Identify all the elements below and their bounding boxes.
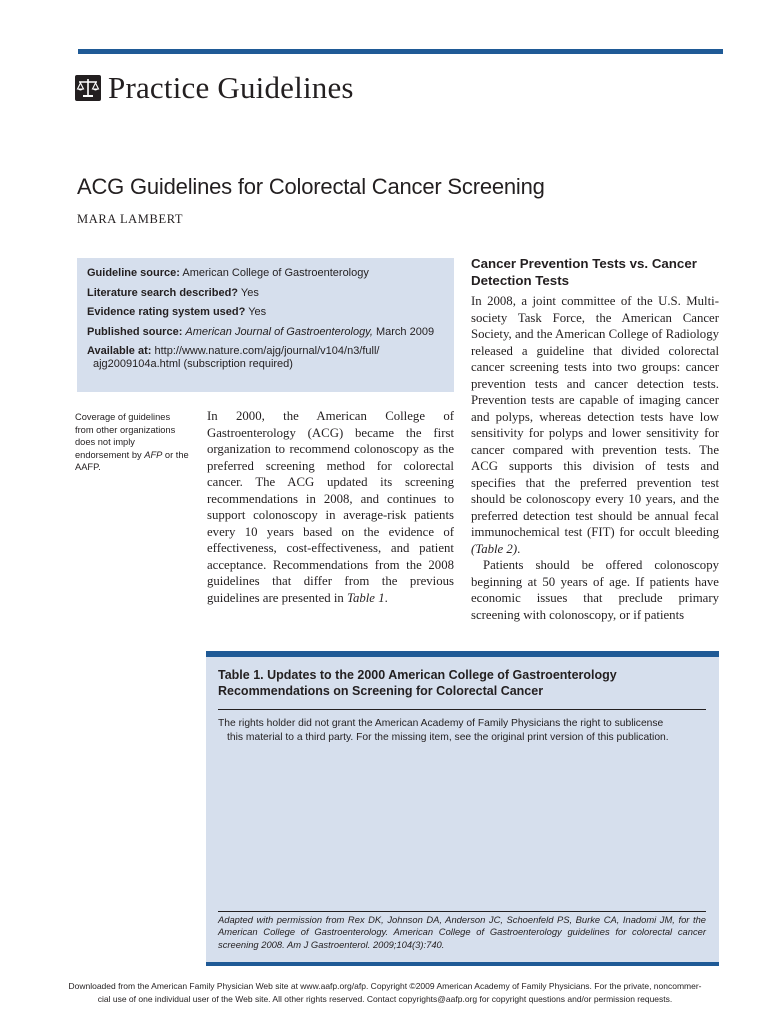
guideline-source-value: American College of Gastroenterology [182, 267, 369, 279]
section-title: Practice Guidelines [108, 70, 354, 105]
guideline-source-label: Guideline source: [87, 267, 180, 279]
table-divider-bottom [218, 911, 706, 912]
evidence-rating-label: Evidence rating system used? [87, 306, 246, 318]
footer-line-1: Downloaded from the American Family Physician Web site at www.aafp.org/afp. Copyright ©2009 American Academy of Family Physicians. For the private, noncommer- [68, 981, 702, 991]
table-divider-top [218, 709, 706, 710]
available-at-label: Available at: [87, 345, 152, 357]
guideline-info-box [77, 258, 454, 392]
table-1 [206, 651, 719, 966]
rights-notice-line-2: this material to a third party. For the missing item, see the original print version of this publication. [227, 732, 669, 743]
prevention-paragraph-1 [471, 293, 719, 557]
published-source-label: Published source: [87, 325, 183, 338]
author-byline: MARA LAMBERT [77, 212, 184, 226]
side-note [75, 411, 190, 474]
prevention-p1-end: . [517, 541, 521, 556]
table-1-reference: Table 1 [347, 590, 385, 605]
evidence-rating-row [87, 306, 444, 319]
available-at-row [87, 345, 444, 371]
table-rights-notice [218, 717, 708, 745]
table-source-note: Adapted with permission from Rex DK, Johnson DA, Anderson JC, Schoenfeld PS, Burke CA, Inadomi JM, for the American College of Gastroenterology. American College of Gastroenterology guidelines for colorectal cancer screening 2008. Am J Gastroenterol. 2009;104(3):740. [218, 914, 706, 950]
evidence-rating-value: Yes [248, 306, 267, 318]
section-header [75, 70, 354, 106]
available-at-url-cont[interactable]: ajg2009104a.html (subscription required) [93, 358, 293, 370]
prevention-paragraph-2: Patients should be offered colonoscopy beginning at 50 years of age. If patients have economic issues that preclude primary screening with colonoscopy, or if patients [471, 558, 719, 622]
footer-line-2: cial use of one individual user of the Web site. All other rights reserved. Contact copyrights@aafp.org for copyright questions and/or permission requests. [97, 994, 673, 1004]
scales-of-justice-icon [75, 75, 101, 101]
rights-notice-line-1: The rights holder did not grant the American Academy of Family Physicians the right to sublicense [218, 718, 664, 729]
published-journal: American Journal of Gastroenterology, [185, 325, 373, 338]
article-title: ACG Guidelines for Colorectal Cancer Screening [77, 174, 545, 199]
page-footer [60, 980, 710, 1006]
intro-column [207, 408, 454, 606]
literature-search-label: Literature search described? [87, 286, 239, 299]
intro-paragraph [207, 408, 454, 606]
prevention-section-heading: Cancer Prevention Tests vs. Cancer Detection Tests [471, 256, 697, 288]
guideline-source-row [87, 267, 444, 280]
available-at-url[interactable]: http://www.nature.com/ajg/journal/v104/n3/full/ [154, 345, 380, 357]
published-date: March 2009 [375, 325, 435, 338]
side-note-afp: AFP [144, 449, 163, 460]
intro-text: In 2000, the American College of Gastroenterology (ACG) became the first organization to recommend colonoscopy as the preferred screening method for colorectal cancer. The ACG updated its screening recommendations in 2008, and continues to support colonoscopy in average-risk patients every 10 years based on the evidence of effectiveness, cost-effectiveness, and patient acceptance. Recommendations from the 2008 guidelines that differ from the previous guidelines are presented in [207, 409, 454, 605]
side-note-text: Coverage of guidelines from other organizations does not imply endorsement by [75, 412, 176, 460]
literature-search-value: Yes [240, 286, 259, 299]
intro-end: . [384, 590, 388, 605]
side-note-text-end: or the AAFP. [75, 449, 189, 472]
table-1-title: Table 1. Updates to the 2000 American College of Gastroenterology Recommendations on Screening for Colorectal Cancer [218, 668, 617, 698]
top-rule [78, 49, 723, 54]
prevention-column [471, 293, 719, 623]
prevention-p1-text: In 2008, a joint committee of the U.S. Multi-society Task Force, the American Cancer Society, and the American College of Radiology released a guideline that divided colorectal cancer screening tests into two groups: cancer prevention tests and cancer detection tests. Prevention tests are capable of imaging cancer and polyps, whereas detection tests have low sensitivity for polyps and lower sensitivity for cancer compared with prevention tests. The ACG supports this division of tests and specifies that the preferred prevention test should be colonoscopy every 10 years, and the preferred detection test should be annual fecal immunochemical test (FIT) for occult bleeding [471, 294, 719, 539]
published-source-row [87, 326, 444, 339]
table-2-reference: (Table 2) [471, 541, 518, 556]
literature-search-row [87, 287, 444, 300]
